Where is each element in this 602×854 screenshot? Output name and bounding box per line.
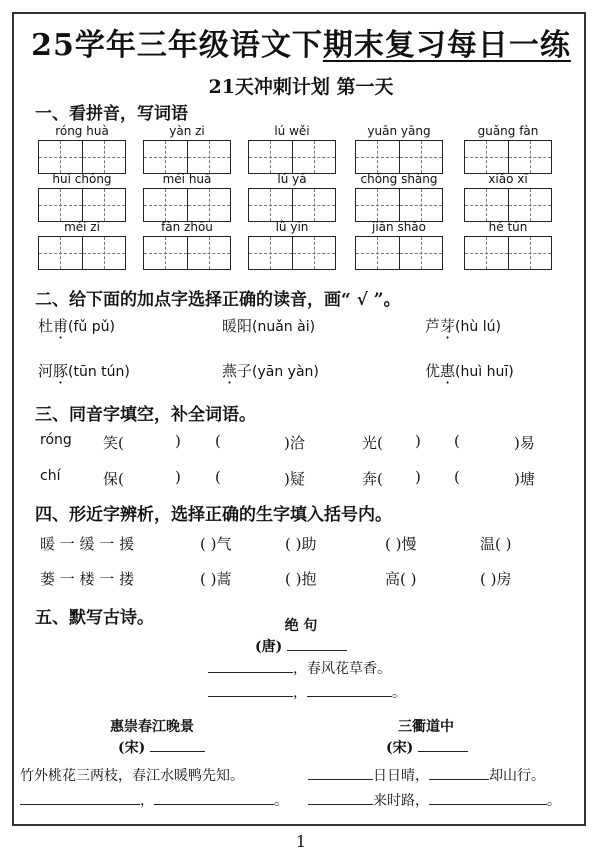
blank-e[interactable]: 光( [362,434,383,452]
word-char: 芦 [425,317,441,335]
dotted-char: 豚 [53,362,69,380]
author-blank[interactable] [150,737,205,752]
pinyin-label: yuān yāng [367,124,431,138]
pinyin-options[interactable]: (nuǎn ài) [252,319,316,335]
poem3-l1b: 却山行。 [489,768,545,784]
writing-box[interactable] [38,188,126,222]
dotted-char: 甫 [53,317,69,335]
word-char: 子 [237,362,253,380]
char-group: 暖 一 缓 一 援 [40,535,135,553]
poem1-line1 [208,658,391,678]
pronunciation-item [222,360,319,381]
blank-h: )易 [514,434,535,452]
writing-cell[interactable] [82,237,126,269]
dotted-char: 惠 [440,362,456,380]
pinyin-label: fàn zhōu [161,220,213,234]
period: 。 [274,793,288,809]
poem-blank[interactable] [208,682,293,697]
blank-f: ) [415,468,421,486]
poem-blank[interactable] [308,765,373,780]
writing-cell[interactable] [144,141,187,173]
blank-g[interactable]: ( [454,468,460,486]
writing-cell[interactable] [508,189,552,221]
poem1-line2 [208,682,406,702]
writing-cell[interactable] [292,189,336,221]
poem2-dynasty: (宋) [118,740,146,756]
writing-cell[interactable] [356,189,399,221]
pinyin-label: guǎng fàn [477,124,539,138]
poem1-dynasty: (唐) [255,639,283,655]
blank-g[interactable]: ( [454,432,460,450]
poem3-title: 三衢道中 [398,719,454,735]
pinyin-label: huì chóng [52,172,112,186]
pinyin-label: lú wěi [274,124,310,138]
section3-heading: 三、同音字填空，补全词语。 [35,405,256,425]
writing-box[interactable] [355,140,443,174]
blank-c[interactable]: ( [215,468,221,486]
writing-cell[interactable] [82,189,126,221]
word-char: 河 [38,362,54,380]
writing-cell[interactable] [399,189,443,221]
poem-blank[interactable] [154,790,274,805]
writing-box[interactable] [143,188,231,222]
pinyin-options[interactable]: (hù lú) [455,319,501,335]
section1-heading: 一、看拼音，写词语 [35,104,188,124]
poem2-title: 惠崇春江晚景 [110,719,194,735]
blank-c[interactable]: 高( ) [385,570,417,588]
poem3-l1a: 日日晴， [373,768,429,784]
homophone-pinyin: chí [40,468,61,484]
poem2-dynasty-line [118,737,205,757]
writing-cell[interactable] [292,237,336,269]
writing-cell[interactable] [508,141,552,173]
poem1-title: 绝 句 [284,618,318,634]
poem-blank[interactable] [429,765,489,780]
poem3-dynasty: (宋) [386,740,414,756]
writing-box[interactable] [355,188,443,222]
poem-blank[interactable] [307,682,392,697]
blank-h: )塘 [514,470,535,488]
blank-d[interactable]: 温( ) [480,535,512,553]
char-group: 蒌 一 楼 一 搂 [40,570,135,588]
blank-a[interactable]: ( )蒿 [200,570,232,588]
pronunciation-item [38,315,115,336]
writing-cell[interactable] [249,141,292,173]
blank-d[interactable]: ( )房 [480,570,512,588]
blank-f: ) [415,432,421,450]
writing-cell[interactable] [144,237,187,269]
writing-box[interactable] [248,140,336,174]
pinyin-options[interactable]: (yān yàn) [252,364,319,380]
author-blank[interactable] [418,737,468,752]
writing-box[interactable] [143,140,231,174]
blank-a[interactable]: 保( [103,470,124,488]
pinyin-options[interactable]: (tūn tún) [68,364,130,380]
pinyin-label: lǜ yīn [275,220,309,234]
title-part2: 期末复习每日一练 [322,28,571,63]
poem3-line1 [308,765,545,785]
section2-heading: 二、给下面的加点字选择正确的读音，画“ √ ”。 [35,290,401,310]
writing-cell[interactable] [399,237,443,269]
period: 。 [392,685,406,701]
writing-cell[interactable] [508,237,552,269]
poem1-dynasty-line [255,636,347,656]
section4-heading: 四、形近字辨析，选择正确的生字填入括号内。 [35,505,392,525]
writing-box[interactable] [38,236,126,270]
blank-a[interactable]: ( )气 [200,535,232,553]
poem3-l2a: 来时路， [373,793,429,809]
period: 。 [547,793,561,809]
writing-cell[interactable] [39,237,82,269]
pinyin-label: yàn zi [169,124,205,138]
blank-a[interactable]: 笑( [103,434,124,452]
pinyin-options[interactable]: (fǔ pǔ) [68,319,115,335]
poem-blank[interactable] [208,658,293,673]
writing-cell[interactable] [399,141,443,173]
writing-cell[interactable] [187,237,231,269]
writing-cell[interactable] [39,189,82,221]
pinyin-label: méi huā [162,172,212,186]
blank-c[interactable]: ( )慢 [385,535,417,553]
title-part1: 25学年三年级语文下 [31,28,323,63]
writing-cell[interactable] [144,189,187,221]
blank-b: ) [175,468,181,486]
writing-cell[interactable] [292,141,336,173]
writing-cell[interactable] [465,141,508,173]
writing-box[interactable] [355,236,443,270]
writing-cell[interactable] [465,189,508,221]
poem-blank[interactable] [308,790,373,805]
writing-cell[interactable] [249,189,292,221]
poem3-dynasty-line [386,737,468,757]
writing-cell[interactable] [187,141,231,173]
page-number: 1 [295,832,307,851]
writing-box[interactable] [38,140,126,174]
poem-blank[interactable] [429,790,547,805]
pinyin-label: róng huà [55,124,109,138]
pinyin-label: jiān shǎo [372,220,426,234]
blank-b: ) [175,432,181,450]
worksheet-title [0,20,602,64]
dotted-char: 燕 [222,362,238,380]
writing-cell[interactable] [356,237,399,269]
homophone-pinyin: róng [40,432,72,448]
pinyin-label: chóng shàng [360,172,438,186]
word-char: 优 [425,362,441,380]
worksheet-subtitle: 21天冲刺计划 第一天 [208,76,394,98]
author-blank[interactable] [287,636,347,651]
writing-cell[interactable] [465,237,508,269]
word-char: 暖阳 [222,317,253,335]
blank-b[interactable]: ( )助 [285,535,317,553]
writing-cell[interactable] [82,141,126,173]
poem3-line2 [308,790,561,810]
pronunciation-item [222,315,315,336]
pinyin-label: hé tún [488,220,528,234]
poem1-line1-text: ，春风花草香。 [293,661,391,677]
dotted-char: 芽 [440,317,456,335]
writing-cell[interactable] [187,189,231,221]
poem2-line2 [20,790,288,810]
pinyin-label: méi zi [64,220,100,234]
writing-box[interactable] [464,236,552,270]
writing-box[interactable] [248,236,336,270]
writing-box[interactable] [464,140,552,174]
writing-cell[interactable] [249,237,292,269]
pinyin-label: xiǎo xī [488,172,528,186]
writing-box[interactable] [464,188,552,222]
writing-box[interactable] [143,236,231,270]
writing-cell[interactable] [39,141,82,173]
blank-c[interactable]: ( [215,432,221,450]
pronunciation-item [38,360,130,381]
word-char: 杜 [38,317,54,335]
poem-blank[interactable] [20,790,140,805]
comma: ， [293,685,307,701]
pronunciation-item [425,360,514,381]
comma: ， [140,793,154,809]
writing-cell[interactable] [356,141,399,173]
pinyin-options[interactable]: (huì huī) [455,364,514,380]
blank-d: )疑 [284,470,305,488]
blank-b[interactable]: ( )抱 [285,570,317,588]
poem2-line1: 竹外桃花三两枝，春江水暖鸭先知。 [20,768,244,784]
pronunciation-item [425,315,501,336]
blank-e[interactable]: 奔( [362,470,383,488]
section5-heading: 五、默写古诗。 [35,608,154,628]
pinyin-label: lú yá [277,172,307,186]
writing-box[interactable] [248,188,336,222]
blank-d: )洽 [284,434,305,452]
